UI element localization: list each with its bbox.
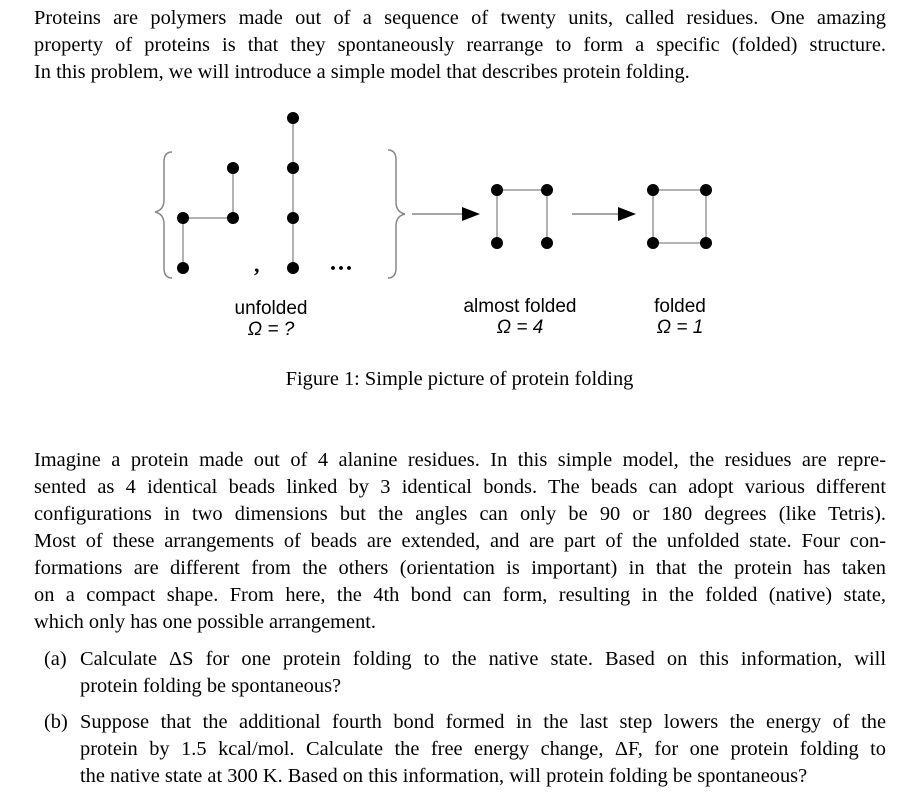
bead: [700, 184, 712, 196]
body-line: sented as 4 identical beads linked by 3 identical bonds. The beads can adopt various different: [34, 476, 886, 498]
bead: [287, 212, 299, 224]
bead: [541, 237, 553, 249]
comma: ,: [254, 252, 260, 277]
folded-omega: Ω = 1: [656, 317, 704, 338]
body-line: which only has one possible arrangement.: [34, 611, 377, 633]
protein-folding-figure: [150, 100, 770, 340]
question-line: protein by 1.5 kcal/mol. Calculate the free energy change, ΔF, for one protein folding to: [80, 738, 886, 760]
body-line: formations are different from the others (orientation is important) in that the protein has taken: [34, 557, 886, 579]
intro-line: property of proteins is that they spontaneously rearrange to form a specific (folded) structure.: [34, 34, 886, 56]
question-line: protein folding be spontaneous?: [80, 675, 342, 697]
bead: [647, 184, 659, 196]
arrow-icon: [618, 207, 636, 221]
arrow-icon: [462, 207, 480, 221]
left-brace: [155, 152, 172, 278]
bead: [227, 162, 239, 174]
question-line: Calculate ΔS for one protein folding to the native state. Based on this information, will: [80, 648, 886, 670]
bead: [700, 237, 712, 249]
body-line: Imagine a protein made out of 4 alanine residues. In this simple model, the residues are repre-: [34, 449, 886, 471]
unfolded-label: unfolded: [234, 298, 308, 319]
body-paragraph: [34, 447, 886, 636]
question-line: the native state at 300 K. Based on this information, will protein folding be spontaneous?: [80, 765, 808, 787]
body-line: Most of these arrangements of beads are extended, and are part of the unfolded state. Four con-: [34, 530, 886, 552]
unfolded-omega: Ω = ?: [247, 319, 295, 340]
folded-label: folded: [654, 296, 706, 317]
figure-caption: Figure 1: Simple picture of protein folding: [285, 368, 634, 390]
body-line: configurations in two dimensions but the angles can only be 90 or 180 degrees (like Tetris).: [34, 503, 886, 525]
intro-paragraph: [34, 5, 886, 86]
body-line: on a compact shape. From here, the 4th bond can form, resulting in the folded (native) state,: [34, 584, 886, 606]
almost-folded-omega: Ω = 4: [496, 317, 544, 338]
bead: [227, 212, 239, 224]
right-brace: [388, 150, 405, 278]
bead: [541, 184, 553, 196]
bead: [491, 237, 503, 249]
bead: [647, 237, 659, 249]
bead: [177, 212, 189, 224]
question-label: (b): [44, 711, 68, 733]
bead: [287, 262, 299, 274]
intro-line: Proteins are polymers made out of a sequence of twenty units, called residues. One amazing: [34, 7, 886, 29]
bead: [491, 184, 503, 196]
question-line: Suppose that the additional fourth bond formed in the last step lowers the energy of the: [80, 711, 886, 733]
intro-line: In this problem, we will introduce a simple model that describes protein folding.: [34, 61, 690, 83]
question-label: (a): [44, 648, 67, 670]
ellipsis: ...: [330, 250, 354, 276]
bead: [177, 262, 189, 274]
bead: [287, 162, 299, 174]
almost-folded-label: almost folded: [463, 296, 577, 317]
bead: [287, 112, 299, 124]
